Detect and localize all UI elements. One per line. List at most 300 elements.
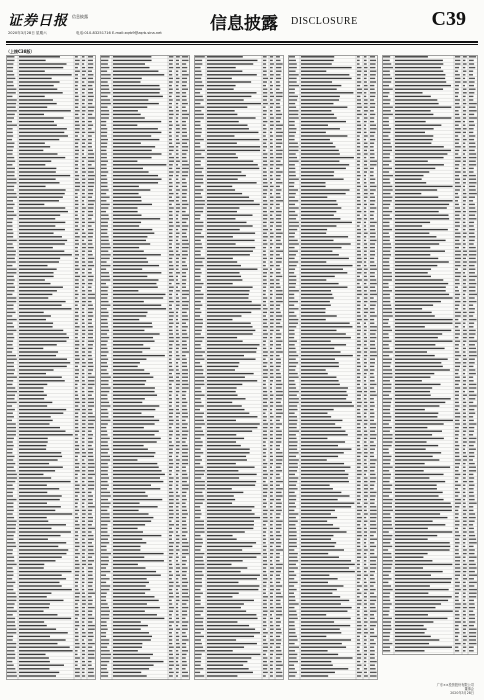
table-cell-text	[455, 521, 460, 522]
table-cell-text	[289, 207, 299, 208]
table-cell-text	[364, 96, 366, 97]
table-cell-text	[276, 283, 280, 284]
table-cell-text	[182, 539, 187, 540]
table-cell-text	[263, 276, 267, 277]
table-cell-text	[263, 431, 267, 432]
table-cell-text	[207, 398, 246, 399]
table-cell-text	[455, 405, 459, 406]
table-cell-text	[7, 668, 15, 669]
table-cell-text	[357, 351, 361, 352]
table-cell-text	[289, 611, 296, 612]
table-cell-text	[270, 499, 274, 500]
table-cell-text	[207, 251, 253, 252]
table-cell-text	[169, 236, 172, 237]
table-cell-text	[301, 481, 349, 482]
table-cell-text	[169, 71, 172, 72]
table-cell-text	[207, 89, 234, 90]
table-cell-text	[364, 589, 368, 590]
table-cell-text	[19, 243, 65, 244]
table-cell-text	[357, 632, 361, 633]
table-cell-text	[357, 643, 360, 644]
table-cell-text	[176, 585, 180, 586]
table-cell-text	[263, 600, 267, 601]
table-cell-text	[301, 67, 352, 68]
table-cell-text	[395, 125, 441, 126]
table-cell-text	[463, 114, 466, 115]
table-cell-text	[301, 150, 339, 151]
table-cell-text	[370, 675, 377, 676]
table-cell-text	[113, 434, 155, 435]
table-cell-text	[169, 575, 173, 576]
table-cell-text	[289, 420, 297, 421]
table-cell-text	[82, 398, 85, 399]
table-cell-text	[270, 157, 273, 158]
table-cell-text	[176, 272, 180, 273]
table-cell-text	[182, 521, 186, 522]
table-cell-text	[469, 416, 473, 417]
table-cell-text	[176, 539, 179, 540]
table-cell-text	[364, 243, 367, 244]
table-cell-text	[370, 596, 377, 597]
column-4	[288, 49, 378, 680]
table-cell-text	[7, 272, 16, 273]
table-cell-text	[301, 539, 331, 540]
table-cell-text	[7, 423, 16, 424]
table-cell-text	[469, 521, 475, 522]
table-cell-text	[455, 359, 459, 360]
table-cell-text	[101, 258, 110, 259]
table-cell-text	[270, 56, 273, 57]
table-cell-text	[463, 528, 466, 529]
table-cell-text	[113, 567, 146, 568]
table-cell-text	[207, 481, 256, 482]
table-cell-text	[88, 279, 93, 280]
table-cell-text	[195, 582, 202, 583]
table-cell-text	[195, 63, 202, 64]
table-cell-text	[455, 175, 459, 176]
table-cell-text	[364, 517, 366, 518]
table-cell-text	[263, 499, 266, 500]
table-cell-text	[357, 344, 361, 345]
table-cell-text	[7, 459, 13, 460]
table-cell-text	[182, 542, 188, 543]
table-cell-text	[169, 269, 174, 270]
table-cell-text	[113, 395, 157, 396]
table-cell-text	[357, 103, 361, 104]
table-cell-text	[383, 153, 390, 154]
table-cell-text	[75, 668, 80, 669]
table-cell-text	[7, 560, 14, 561]
table-cell-text	[364, 636, 366, 637]
table-cell-text	[82, 319, 84, 320]
table-cell-text	[7, 549, 13, 550]
table-cell-text	[113, 495, 148, 496]
table-cell-text	[207, 344, 260, 345]
table-cell-text	[207, 546, 252, 547]
table-cell-text	[364, 225, 366, 226]
table-cell-text	[357, 218, 361, 219]
table-cell-text	[75, 391, 78, 392]
table-cell-text	[370, 341, 375, 342]
table-cell-text	[357, 546, 360, 547]
table-cell-text	[301, 485, 330, 486]
table-cell-text	[19, 647, 70, 648]
table-cell-text	[276, 567, 282, 568]
table-cell-text	[88, 204, 94, 205]
table-cell-text	[383, 319, 389, 320]
table-cell-text	[113, 71, 158, 72]
table-cell-text	[357, 578, 361, 579]
table-cell-text	[469, 517, 476, 518]
table-cell-text	[463, 305, 465, 306]
table-cell-text	[169, 470, 172, 471]
table-cell-text	[113, 168, 143, 169]
table-cell-text	[364, 618, 367, 619]
table-cell-text	[195, 301, 201, 302]
table-cell-text	[301, 503, 354, 504]
table-cell-text	[82, 575, 85, 576]
table-cell-text	[276, 575, 280, 576]
table-cell-text	[270, 71, 273, 72]
table-cell-text	[455, 456, 459, 457]
table-cell-text	[176, 215, 178, 216]
table-cell-text	[357, 452, 361, 453]
table-cell-text	[276, 506, 281, 507]
table-cell-text	[75, 441, 78, 442]
table-cell-text	[207, 650, 233, 651]
table-cell-text	[263, 650, 267, 651]
table-cell-text	[263, 413, 266, 414]
table-cell-text	[75, 593, 80, 594]
table-cell-text	[364, 312, 368, 313]
table-cell-text	[370, 71, 376, 72]
table-cell-text	[182, 423, 188, 424]
table-cell-text	[169, 413, 173, 414]
table-cell-text	[276, 179, 280, 180]
table-cell-text	[88, 467, 95, 468]
table-cell-text	[383, 474, 391, 475]
table-cell-text	[276, 240, 281, 241]
table-cell-text	[370, 373, 374, 374]
table-cell-text	[113, 348, 150, 349]
table-cell-text	[383, 384, 391, 385]
table-cell-text	[270, 420, 272, 421]
table-cell-text	[301, 477, 348, 478]
table-cell-text	[101, 503, 111, 504]
table-cell-text	[301, 290, 331, 291]
table-cell-text	[455, 391, 459, 392]
table-cell-text	[263, 668, 267, 669]
table-cell-text	[395, 315, 435, 316]
table-cell-text	[383, 229, 392, 230]
table-cell-text	[176, 373, 180, 374]
table-cell-text	[357, 431, 361, 432]
table-cell-text	[101, 391, 109, 392]
table-cell-text	[169, 657, 174, 658]
table-cell-text	[455, 171, 461, 172]
table-cell-text	[301, 618, 351, 619]
table-cell-text	[88, 589, 93, 590]
table-cell-text	[263, 182, 267, 183]
table-cell-text	[207, 470, 238, 471]
table-cell-text	[113, 438, 161, 439]
table-cell-text	[357, 495, 360, 496]
table-cell-text	[182, 503, 186, 504]
table-cell-text	[207, 621, 237, 622]
disclosure-table	[288, 55, 378, 680]
table-cell-text	[270, 647, 272, 648]
table-cell-text	[270, 240, 272, 241]
table-cell-text	[263, 387, 266, 388]
table-cell-text	[276, 326, 282, 327]
table-cell-text	[182, 661, 187, 662]
table-cell-text	[88, 636, 94, 637]
table-cell-text	[383, 330, 392, 331]
table-cell-text	[169, 229, 173, 230]
table-cell-text	[383, 276, 392, 277]
table-cell-text	[469, 301, 476, 302]
table-cell-text	[195, 431, 203, 432]
table-cell-text	[113, 456, 154, 457]
table-cell-text	[19, 495, 62, 496]
table-cell-text	[88, 247, 94, 248]
table-cell-text	[195, 600, 201, 601]
table-cell-text	[182, 456, 188, 457]
table-cell-text	[88, 614, 92, 615]
table-cell-text	[195, 553, 204, 554]
table-cell-text	[455, 189, 460, 190]
table-cell-text	[82, 499, 86, 500]
table-cell-text	[469, 110, 477, 111]
table-cell-text	[101, 99, 110, 100]
table-cell-text	[289, 351, 296, 352]
table-cell-text	[357, 287, 361, 288]
table-cell-text	[82, 211, 85, 212]
table-cell-text	[383, 459, 391, 460]
table-cell-text	[364, 323, 366, 324]
table-cell-text	[364, 168, 368, 169]
table-cell-text	[82, 186, 85, 187]
table-cell-text	[263, 485, 268, 486]
table-cell-text	[276, 107, 280, 108]
table-cell-text	[463, 193, 466, 194]
table-cell-text	[289, 348, 296, 349]
table-cell-text	[195, 337, 204, 338]
table-cell-text	[7, 553, 12, 554]
table-cell-text	[301, 103, 333, 104]
table-cell-text	[113, 60, 152, 61]
table-cell-text	[7, 582, 15, 583]
table-cell-text	[270, 675, 273, 676]
table-cell-text	[383, 179, 390, 180]
table-cell-text	[383, 233, 389, 234]
table-cell-text	[207, 672, 253, 673]
table-cell-text	[19, 81, 60, 82]
table-cell-text	[263, 193, 267, 194]
table-cell-text	[75, 596, 79, 597]
table-cell-text	[270, 251, 274, 252]
table-cell-text	[383, 449, 389, 450]
table-cell-text	[176, 384, 180, 385]
table-cell-text	[463, 470, 466, 471]
table-cell-text	[276, 63, 283, 64]
table-cell-text	[270, 351, 274, 352]
table-cell-text	[455, 243, 461, 244]
table-cell-text	[263, 625, 267, 626]
table-cell-text	[270, 265, 274, 266]
table-cell-text	[357, 143, 360, 144]
table-cell-text	[88, 143, 92, 144]
table-cell-text	[357, 211, 361, 212]
table-cell-text	[370, 531, 376, 532]
table-cell-text	[364, 647, 367, 648]
table-cell-text	[455, 168, 458, 169]
column-1	[6, 49, 96, 680]
table-cell-text	[383, 326, 390, 327]
table-cell-text	[463, 117, 466, 118]
table-cell-text	[289, 582, 298, 583]
table-cell-text	[182, 362, 187, 363]
table-cell-text	[169, 521, 172, 522]
table-cell-text	[176, 488, 179, 489]
table-cell-text	[82, 197, 85, 198]
table-cell-text	[357, 128, 361, 129]
table-cell-text	[113, 409, 155, 410]
table-cell-text	[19, 157, 65, 158]
table-cell-text	[370, 413, 374, 414]
table-cell-text	[276, 503, 282, 504]
table-cell-text	[182, 416, 188, 417]
table-cell-text	[383, 337, 389, 338]
table-cell-text	[395, 369, 450, 370]
table-cell-text	[176, 121, 178, 122]
table-cell-text	[7, 413, 13, 414]
table-cell-text	[370, 405, 375, 406]
table-cell-text	[19, 366, 67, 367]
table-cell-text	[263, 373, 268, 374]
table-cell-text	[101, 135, 107, 136]
table-cell-text	[82, 222, 85, 223]
table-cell-text	[101, 139, 108, 140]
table-cell-text	[19, 380, 65, 381]
table-cell-text	[383, 261, 389, 262]
table-cell-text	[176, 114, 179, 115]
table-cell-text	[370, 513, 377, 514]
table-cell-text	[276, 272, 280, 273]
table-cell-text	[7, 294, 12, 295]
table-cell-text	[82, 481, 84, 482]
table-cell-text	[276, 488, 283, 489]
section-title: 信息披露	[210, 14, 278, 34]
table-cell-text	[270, 186, 274, 187]
table-cell-text	[370, 186, 376, 187]
table-cell-text	[88, 200, 95, 201]
table-cell-text	[82, 661, 85, 662]
table-cell-text	[75, 89, 78, 90]
table-cell-text	[289, 258, 295, 259]
table-cell-text	[383, 287, 389, 288]
table-cell-text	[370, 481, 375, 482]
table-cell-text	[101, 611, 110, 612]
table-cell-text	[195, 557, 203, 558]
table-cell-text	[75, 200, 78, 201]
table-cell-text	[469, 405, 477, 406]
table-cell-text	[455, 146, 461, 147]
table-cell-text	[455, 423, 460, 424]
table-cell-text	[169, 467, 173, 468]
table-cell-text	[19, 650, 73, 651]
table-cell-text	[370, 539, 377, 540]
table-cell-text	[101, 290, 108, 291]
table-cell-text	[75, 222, 79, 223]
table-cell-text	[301, 524, 333, 525]
table-cell-text	[276, 621, 281, 622]
table-cell-text	[370, 254, 375, 255]
table-cell-text	[82, 593, 85, 594]
table-cell-text	[82, 355, 86, 356]
table-cell-text	[88, 261, 93, 262]
table-cell-text	[88, 413, 93, 414]
table-cell-text	[113, 582, 149, 583]
table-cell-text	[176, 632, 178, 633]
table-cell-text	[195, 474, 204, 475]
table-cell-text	[289, 251, 298, 252]
table-cell-text	[113, 521, 151, 522]
table-cell-text	[19, 294, 52, 295]
table-cell-text	[169, 445, 174, 446]
table-cell-text	[364, 492, 368, 493]
table-cell-text	[169, 125, 173, 126]
table-cell-text	[263, 463, 267, 464]
table-cell-text	[370, 258, 374, 259]
table-cell-text	[182, 175, 188, 176]
table-cell-text	[357, 463, 361, 464]
table-cell-text	[370, 503, 375, 504]
table-cell-text	[207, 337, 237, 338]
table-cell-text	[182, 369, 188, 370]
table-cell-text	[357, 254, 361, 255]
table-cell-text	[383, 63, 391, 64]
table-cell-text	[383, 315, 393, 316]
table-cell-text	[207, 269, 257, 270]
table-cell-text	[383, 161, 391, 162]
table-cell-text	[364, 650, 367, 651]
table-cell-text	[263, 456, 266, 457]
table-cell-text	[195, 650, 205, 651]
table-cell-text	[383, 431, 390, 432]
table-cell-text	[357, 99, 361, 100]
table-cell-text	[370, 607, 376, 608]
table-cell-text	[395, 423, 444, 424]
table-cell-text	[169, 315, 174, 316]
table-cell-text	[19, 207, 65, 208]
table-cell-text	[301, 92, 353, 93]
table-cell-text	[289, 211, 295, 212]
table-cell-text	[357, 459, 361, 460]
table-cell-text	[82, 89, 85, 90]
table-cell-text	[176, 409, 179, 410]
table-cell-text	[395, 171, 429, 172]
table-cell-text	[101, 229, 108, 230]
table-cell-text	[370, 344, 375, 345]
table-cell-text	[19, 618, 71, 619]
table-cell-text	[289, 477, 298, 478]
table-cell-text	[395, 513, 440, 514]
table-cell-text	[301, 668, 348, 669]
table-cell-text	[207, 261, 237, 262]
table-cell-text	[75, 215, 78, 216]
table-cell-text	[182, 449, 188, 450]
